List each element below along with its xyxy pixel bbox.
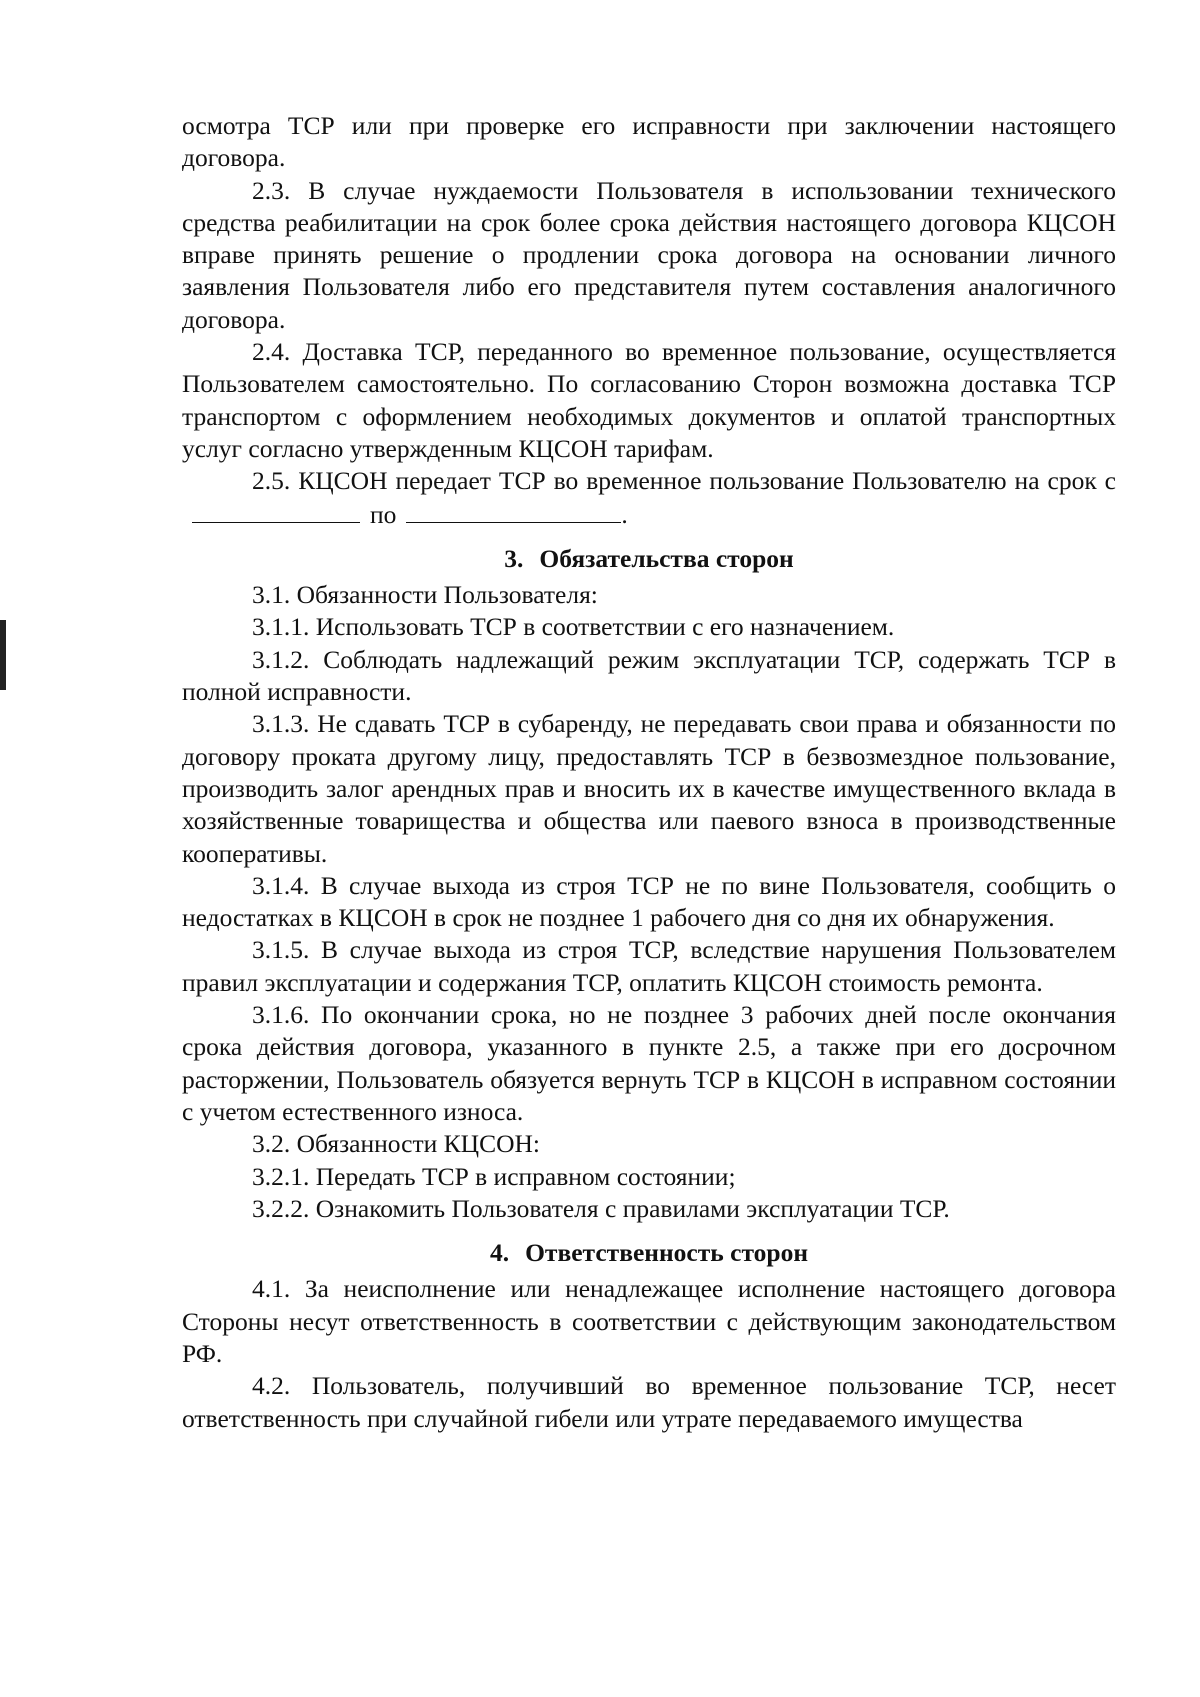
clause-3-1-3: 3.1.3. Не сдавать ТСР в субаренду, не передавать свои права и обязанности по договору проката другому лицу, предоставлять ТСР в безвозмездное пользование, производить залог арендных прав и вносить их в качестве имущественного вклада в хозяйственные товарищества и общества или паевого взноса в производственные кооперативы. <box>182 709 1116 868</box>
clause-2-5-to-label: по <box>370 499 397 529</box>
section-3-number: 3. <box>504 543 524 573</box>
section-4-title: Ответственность сторон <box>525 1238 809 1268</box>
clause-3-1-1: 3.1.1. Использовать ТСР в соответствии с его назначением. <box>252 612 895 642</box>
clause-2-4: 2.4. Доставка ТСР, переданного во временное пользование, осуществляется Пользователем самостоятельно. По согласованию Сторон возможна доставка ТСР транспортом с оформлением необходимых документов и оплатой транспортных услуг согласно утвержденным КЦСОН тарифам. <box>182 337 1116 463</box>
clause-3-1-5: 3.1.5. В случае выхода из строя ТСР, вследствие нарушения Пользователем правил эксплуатации и содержания ТСР, оплатить КЦСОН стоимость ремонта. <box>182 935 1116 997</box>
clause-3-2-1: 3.2.1. Передать ТСР в исправном состоянии; <box>252 1161 736 1191</box>
clause-2-5 <box>182 465 1116 531</box>
clause-2-3: 2.3. В случае нуждаемости Пользователя в использовании технического средства реабилитации на срок более срока действия настоящего договора КЦСОН вправе принять решение о продлении срока договора на основании личного заявления Пользователя либо его представителя путем составления аналогичного договора. <box>182 175 1116 334</box>
clause-3-1: 3.1. Обязанности Пользователя: <box>252 580 598 610</box>
section-3-title: Обязательства сторон <box>539 543 794 573</box>
clause-3-2: 3.2. Обязанности КЦСОН: <box>252 1129 541 1159</box>
clause-3-1-6: 3.1.6. По окончании срока, но не позднее 3 рабочих дней после окончания срока действия договора, указанного в пункте 2.5, а также при его досрочном расторжении, Пользователь обязуется вернуть ТСР в КЦСОН в исправном состоянии с учетом естественного износа. <box>182 1000 1116 1126</box>
clause-4-1: 4.1. За неисполнение или ненадлежащее исполнение настоящего договора Стороны несут ответственность в соответствии с действующим законодательством РФ. <box>182 1274 1116 1368</box>
date-to-blank <box>406 498 621 523</box>
clause-2-5-from-label: срок с <box>1047 466 1116 496</box>
document-body <box>182 110 1116 1435</box>
section-4-heading <box>182 1225 1116 1273</box>
clause-3-1-4: 3.1.4. В случае выхода из строя ТСР не по вине Пользователя, сообщить о недостатках в КЦСОН в срок не позднее 1 рабочего дня со дня их обнаружения. <box>182 870 1116 933</box>
clause-3-2-2: 3.2.2. Ознакомить Пользователя с правилами эксплуатации ТСР. <box>252 1193 950 1223</box>
clause-2-5-end: . <box>621 499 628 529</box>
clause-3-1-2: 3.1.2. Соблюдать надлежащий режим эксплуатации ТСР, содержать ТСР в полной исправности. <box>182 644 1116 707</box>
clause-4-2: 4.2. Пользователь, получивший во временное пользование ТСР, несет ответственность при случайной гибели или утрате передаваемого имущества <box>182 1371 1116 1433</box>
section-3-heading <box>182 531 1116 579</box>
clause-2-5-text: 2.5. КЦСОН передает ТСР во временное пользование Пользователю на <box>252 466 1040 496</box>
scan-edge-mark <box>0 620 6 690</box>
paragraph-continuation: осмотра ТСР или при проверке его исправности при заключении настоящего договора. <box>182 111 1116 173</box>
section-4-number: 4. <box>489 1238 510 1268</box>
date-from-blank <box>192 498 360 523</box>
